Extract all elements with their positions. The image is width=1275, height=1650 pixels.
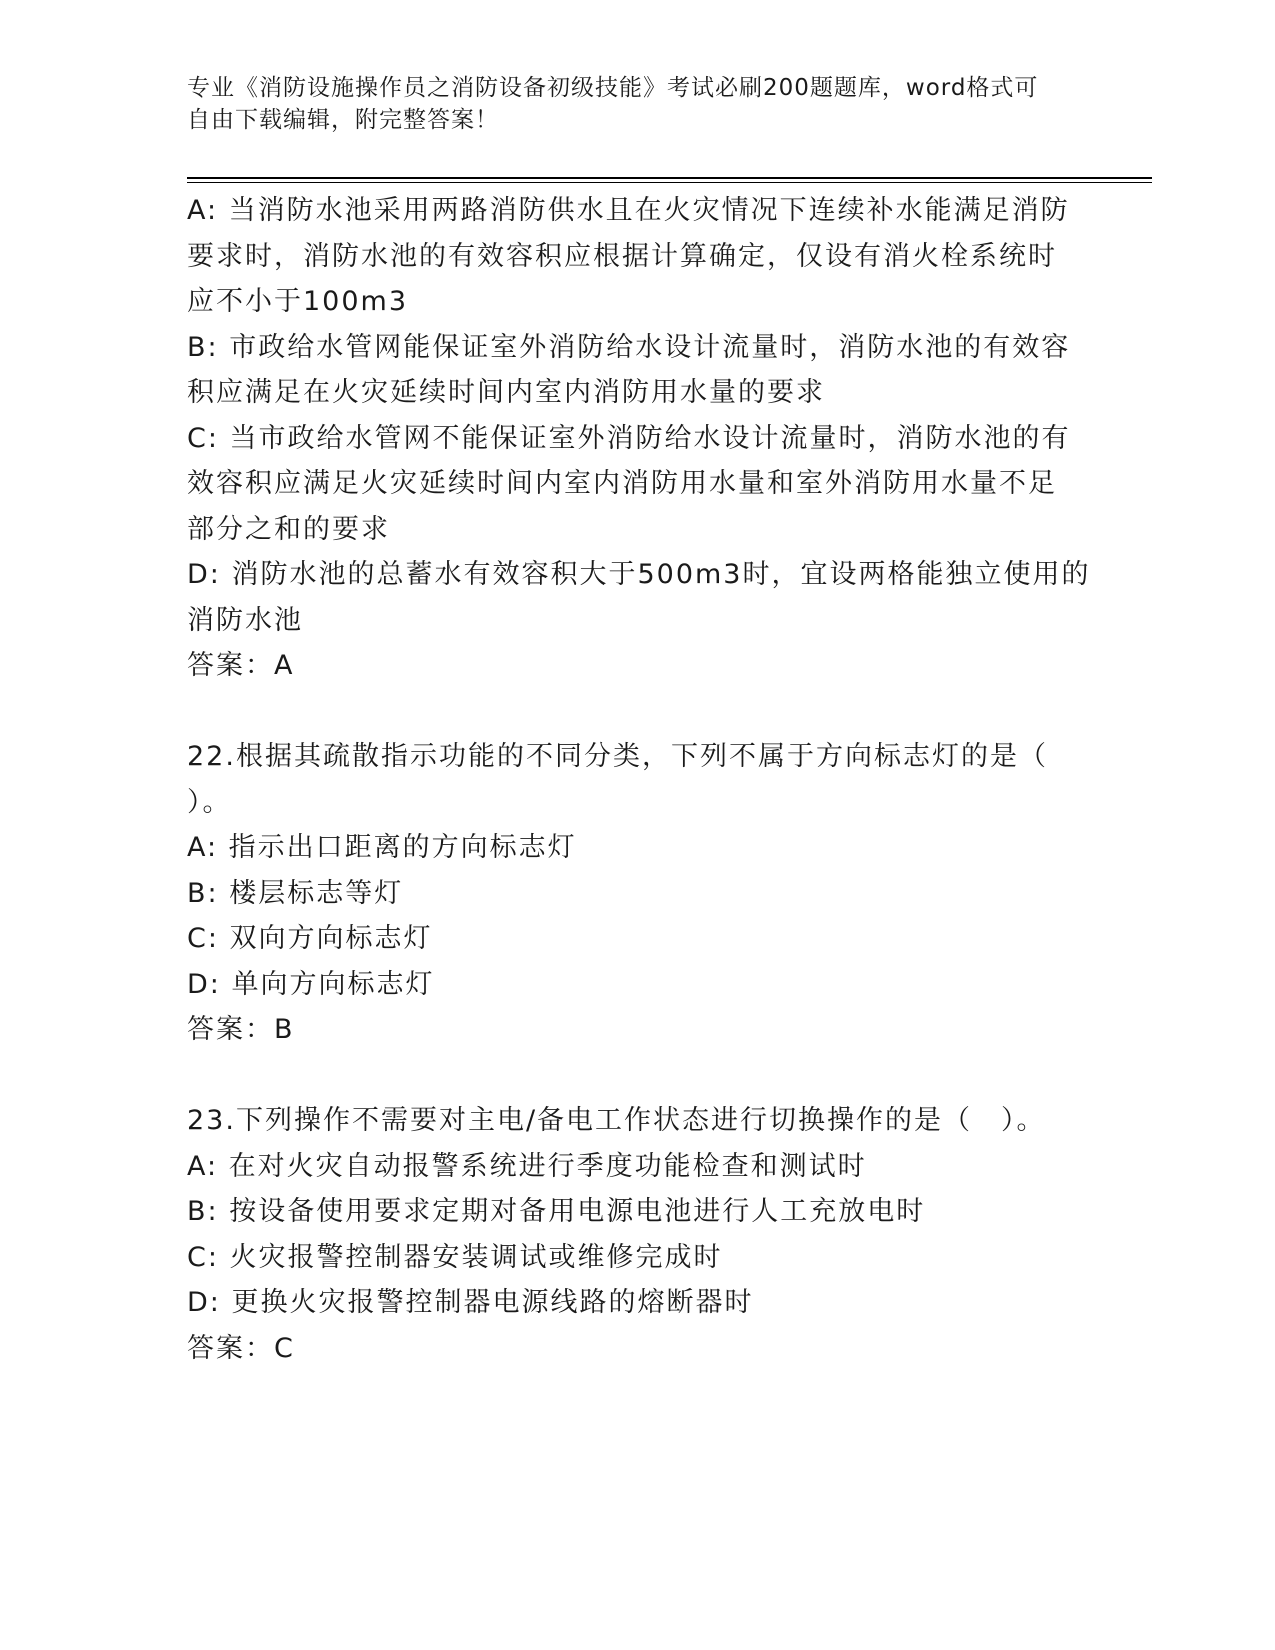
option-c-line-1: C: 当市政给水管网不能保证室外消防给水设计流量时，消防水池的有 — [187, 422, 1071, 454]
option-a: A: 指示出口距离的方向标志灯 — [187, 832, 577, 863]
question-22-block — [187, 734, 1087, 1053]
option-a-line-1: A: 当消防水池采用两路消防供水且在火灾情况下连续补水能满足消防 — [187, 195, 1070, 226]
spacer — [187, 689, 1087, 735]
header-line-1: 专业《消防设施操作员之消防设备初级技能》考试必刷200题题库，word格式可 — [187, 75, 1039, 101]
option-b-line-2: 积应满足在火灾延续时间内室内消防用水量的要求 — [187, 377, 825, 408]
option-b-line-1: B: 市政给水管网能保证室外消防给水设计流量时，消防水池的有效容 — [187, 331, 1071, 363]
option-c-line-3: 部分之和的要求 — [187, 513, 390, 545]
option-b: B: 按设备使用要求定期对备用电源电池进行人工充放电时 — [187, 1196, 926, 1227]
question-23-stem: 23.下列操作不需要对主电/备电工作状态进行切换操作的是（ ）。 — [187, 1105, 1046, 1136]
option-c-line-2: 效容积应满足火灾延续时间内室内消防用水量和室外消防用水量不足 — [187, 468, 1057, 499]
option-d: D: 更换火灾报警控制器电源线路的熔断器时 — [187, 1287, 754, 1318]
option-d-line-2: 消防水池 — [187, 604, 303, 636]
answer-23: 答案：C — [187, 1332, 295, 1364]
option-c: C: 火灾报警控制器安装调试或维修完成时 — [187, 1241, 723, 1273]
option-a-line-3: 应不小于100m3 — [187, 286, 409, 317]
option-b: B: 楼层标志等灯 — [187, 877, 404, 909]
header-divider-thick — [187, 177, 1152, 179]
question-22-stem-line-1: 22.根据其疏散指示功能的不同分类，下列不属于方向标志灯的是（ — [187, 741, 1048, 772]
option-a: A: 在对火灾自动报警系统进行季度功能检查和测试时 — [187, 1150, 867, 1182]
header-line-2: 自由下载编辑，附完整答案！ — [187, 107, 499, 133]
option-d: D: 单向方向标志灯 — [187, 968, 435, 1000]
option-d-line-1: D: 消防水池的总蓄水有效容积大于500m3时，宜设两格能独立使用的 — [187, 559, 1091, 590]
question-22-stem-line-2: ）。 — [187, 786, 232, 818]
question-23-block — [187, 1098, 1087, 1371]
option-a-line-2: 要求时，消防水池的有效容积应根据计算确定，仅设有消火栓系统时 — [187, 240, 1057, 272]
question-21-block — [187, 188, 1091, 689]
header-divider-thin — [187, 182, 1152, 183]
option-c: C: 双向方向标志灯 — [187, 923, 433, 954]
spacer — [187, 1053, 1087, 1099]
answer-21: 答案：A — [187, 650, 295, 681]
document-header — [187, 72, 1067, 136]
question-content — [187, 188, 1091, 1371]
answer-22: 答案：B — [187, 1014, 295, 1045]
